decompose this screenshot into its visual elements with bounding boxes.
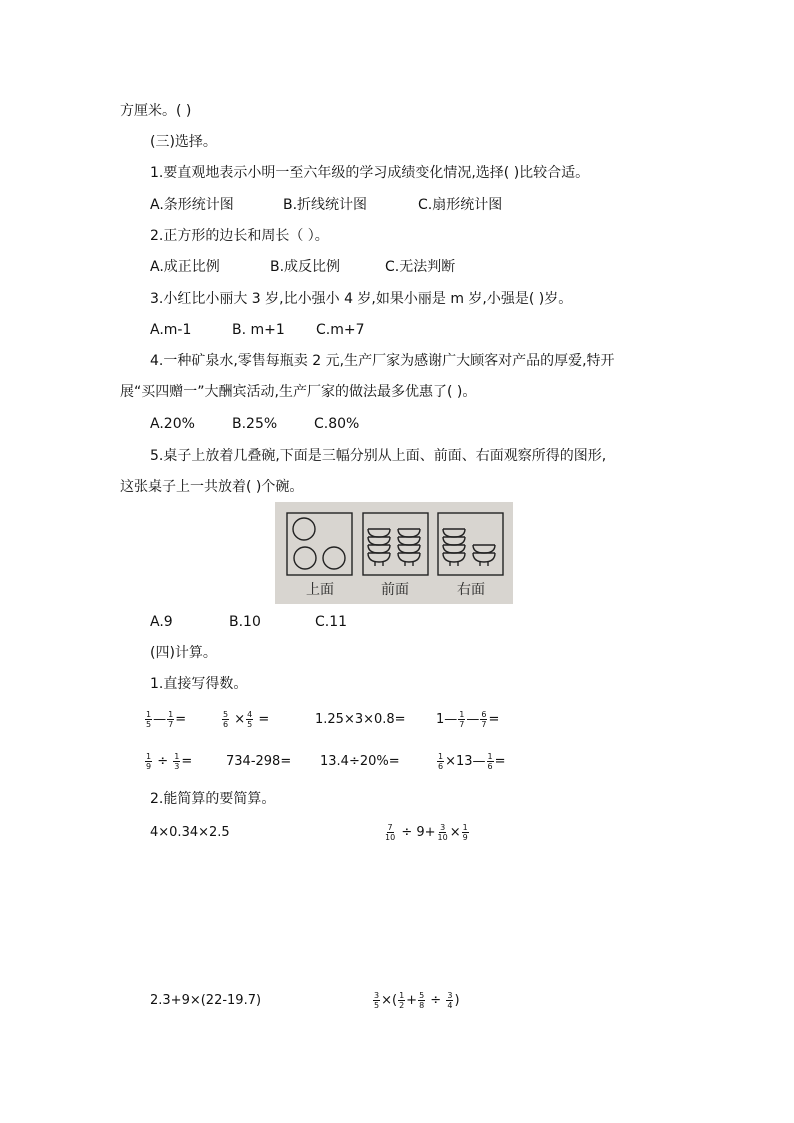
label-top-view: 上面 (306, 582, 334, 598)
sub-2-title: 2.能简算的要简算。 (150, 791, 276, 807)
calc-simplify-1: 4×0.34×2.5 (150, 825, 230, 840)
q4-option-c: C.80% (314, 416, 360, 432)
section4-title: (四)计算。 (150, 645, 217, 661)
question-4-line-1: 4.一种矿泉水,零售每瓶卖 2 元,生产厂家为感谢广大顾客对产品的厚爱,特开 (150, 353, 615, 369)
q2-option-a: A.成正比例 (150, 259, 220, 275)
question-2: 2.正方形的边长和周长（ ）。 (150, 228, 329, 244)
calc-r1-e2: $\frac{5}{6}$ × $\frac{4}{5}$ = (223, 710, 270, 729)
label-front-view: 前面 (381, 582, 409, 598)
calc-r2-e2: 734-298= (226, 754, 292, 769)
q3-option-a: A.m-1 (150, 322, 192, 338)
q5-option-c: C.11 (315, 614, 348, 630)
right-left-stack (443, 529, 465, 566)
calc-r1-e3: 1.25×3×0.8= (315, 712, 406, 727)
bowl-top-circle (294, 547, 316, 569)
calc-simplify-4: $\frac{3}{5}$ ×( $\frac{1}{2}$ + $\frac{5}{8}$ ÷ $\frac{3}{4}$ ) (374, 991, 460, 1010)
front-right-stack (398, 529, 420, 566)
q1-option-a: A.条形统计图 (150, 197, 234, 213)
q5-option-a: A.9 (150, 614, 173, 630)
question-4-line-2: 展“买四赠一”大酬宾活动,生产厂家的做法最多优惠了( )。 (120, 384, 477, 400)
q3-option-b: B. m+1 (232, 322, 285, 338)
q1-option-b: B.折线统计图 (283, 197, 368, 213)
calc-simplify-2: $\frac{7}{10}$ ÷ 9+ $\frac{3}{10}$ × $\frac{1}{9}$ (385, 823, 468, 842)
calc-r1-e4: 1— $\frac{1}{7}$ — $\frac{6}{7}$ = (436, 710, 500, 729)
q5-option-b: B.10 (229, 614, 261, 630)
intro-text: 方厘米。( ) (120, 103, 192, 119)
calc-r2-e4: $\frac{1}{6}$ ×13— $\frac{1}{6}$ = (438, 752, 506, 771)
front-left-stack (368, 529, 390, 566)
q3-option-c: C.m+7 (316, 322, 365, 338)
right-right-stack (473, 545, 495, 566)
q2-option-b: B.成反比例 (270, 259, 341, 275)
question-1: 1.要直观地表示小明一至六年级的学习成绩变化情况,选择( )比较合适。 (150, 165, 590, 181)
q2-option-c: C.无法判断 (385, 259, 456, 275)
question-5-line-2: 这张桌子上一共放着( )个碗。 (120, 479, 304, 495)
q1-option-c: C.扇形统计图 (418, 197, 503, 213)
calc-r2-e3: 13.4÷20%= (320, 754, 400, 769)
bowl-top-circle (323, 547, 345, 569)
calc-r1-e1: $\frac{1}{5}$ — $\frac{1}{7}$ = (146, 710, 187, 729)
q4-option-a: A.20% (150, 416, 195, 432)
bowl-top-circle (293, 518, 315, 540)
question-3: 3.小红比小丽大 3 岁,比小强小 4 岁,如果小丽是 m 岁,小强是( )岁。 (150, 291, 573, 307)
bowls-view-figure (275, 502, 513, 604)
section3-title: (三)选择。 (150, 134, 217, 150)
calc-r2-e1: $\frac{1}{9}$ ÷ $\frac{1}{3}$ = (146, 752, 193, 771)
label-right-view: 右面 (457, 582, 485, 598)
question-5-line-1: 5.桌子上放着几叠碗,下面是三幅分别从上面、前面、右面观察所得的图形, (150, 448, 607, 464)
q4-option-b: B.25% (232, 416, 278, 432)
sub-1-title: 1.直接写得数。 (150, 676, 248, 692)
calc-simplify-3: 2.3+9×(22-19.7) (150, 993, 262, 1008)
